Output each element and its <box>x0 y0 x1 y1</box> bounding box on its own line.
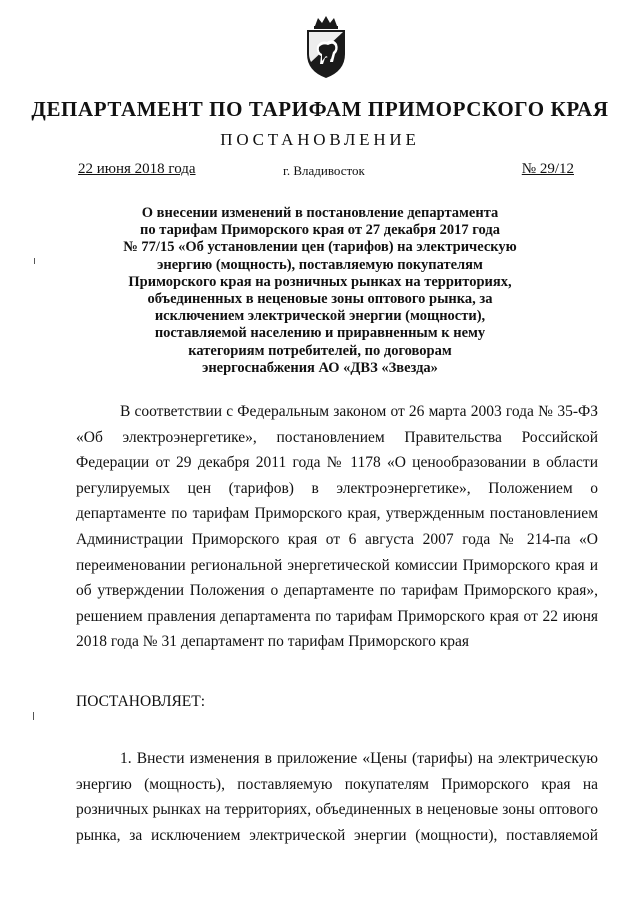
item-1-paragraph <box>76 746 598 848</box>
document-city: г. Владивосток <box>283 163 365 178</box>
paragraph-line: об утверждении Положения о департаменте по тарифам Приморского края», <box>76 582 598 600</box>
crown-icon <box>314 16 338 29</box>
document-number: № 29/12 <box>521 161 574 177</box>
document-date: 22 июня 2018 года <box>78 161 196 177</box>
scan-mark <box>33 712 34 720</box>
heading-line: О внесении изменений в постановление департамента <box>141 205 499 221</box>
scan-mark <box>34 258 35 264</box>
paragraph-line: Администрации Приморского края от 6 августа 2007 года № 214-па «О <box>76 530 598 548</box>
heading-line: № 77/15 «Об установлении цен (тарифов) на электрическую <box>123 239 517 256</box>
heading-line: энергоснабжения АО «ДВЗ «Звезда» <box>202 359 438 376</box>
coat-of-arms-emblem <box>295 16 357 80</box>
heading-line: Приморского края на розничных рынках на территориях, <box>128 273 512 290</box>
resolves-label: ПОСТАНОВЛЯЕТ: <box>76 693 206 710</box>
paragraph-line: Федерации от 29 декабря 2011 года № 1178 «О ценообразовании в области <box>76 454 598 472</box>
paragraph-line: розничных рынках на территориях, объединенных в неценовые зоны оптового <box>76 801 598 819</box>
document-heading <box>100 205 540 377</box>
shield-icon <box>307 30 345 78</box>
paragraph-line: «Об электроэнергетике», постановлением Правительства Российской <box>76 428 598 446</box>
department-title: ДЕПАРТАМЕНТ ПО ТАРИФАМ ПРИМОРСКОГО КРАЯ <box>31 97 609 121</box>
paragraph-line: В соответствии с Федеральным законом от 26 марта 2003 года № 35-ФЗ <box>120 403 598 420</box>
preamble-paragraph <box>76 399 598 655</box>
heading-line: категориям потребителей, по договорам <box>188 342 452 359</box>
paragraph-line: переименовании региональной энергетической комиссии Приморского края и <box>76 556 598 574</box>
paragraph-line: 2018 года № 31 департамент по тарифам Приморского края <box>76 633 470 651</box>
heading-line: по тарифам Приморского края от 27 декабря 2017 года <box>140 222 500 239</box>
heading-line: поставляемой населению и приравненным к нему <box>154 325 486 342</box>
paragraph-line: 1. Внести изменения в приложение «Цены (тарифы) на электрическую <box>120 750 598 767</box>
document-meta-row <box>78 161 574 183</box>
document-type: ПОСТАНОВЛЕНИЕ <box>220 130 420 149</box>
paragraph-line: департаменте по тарифам Приморского края, утвержденным постановлением <box>76 505 598 523</box>
paragraph-line: энергию (мощность), поставляемую покупателям Приморского края на <box>76 775 598 793</box>
heading-line: исключением электрической энергии (мощности), <box>154 308 486 325</box>
paragraph-line: рынка, за исключением электрической энергии (мощности), поставляемой <box>76 826 598 844</box>
paragraph-line: регулируемых цен (тарифов) в электроэнергетике», Положением о <box>76 479 598 497</box>
paragraph-line: решением правления департамента по тарифам Приморского края от 22 июня <box>76 607 598 625</box>
heading-line: энергию (мощность), поставляемую покупателям <box>157 256 483 273</box>
heading-line: объединенных в неценовые зоны оптового рынка, за <box>147 291 493 308</box>
